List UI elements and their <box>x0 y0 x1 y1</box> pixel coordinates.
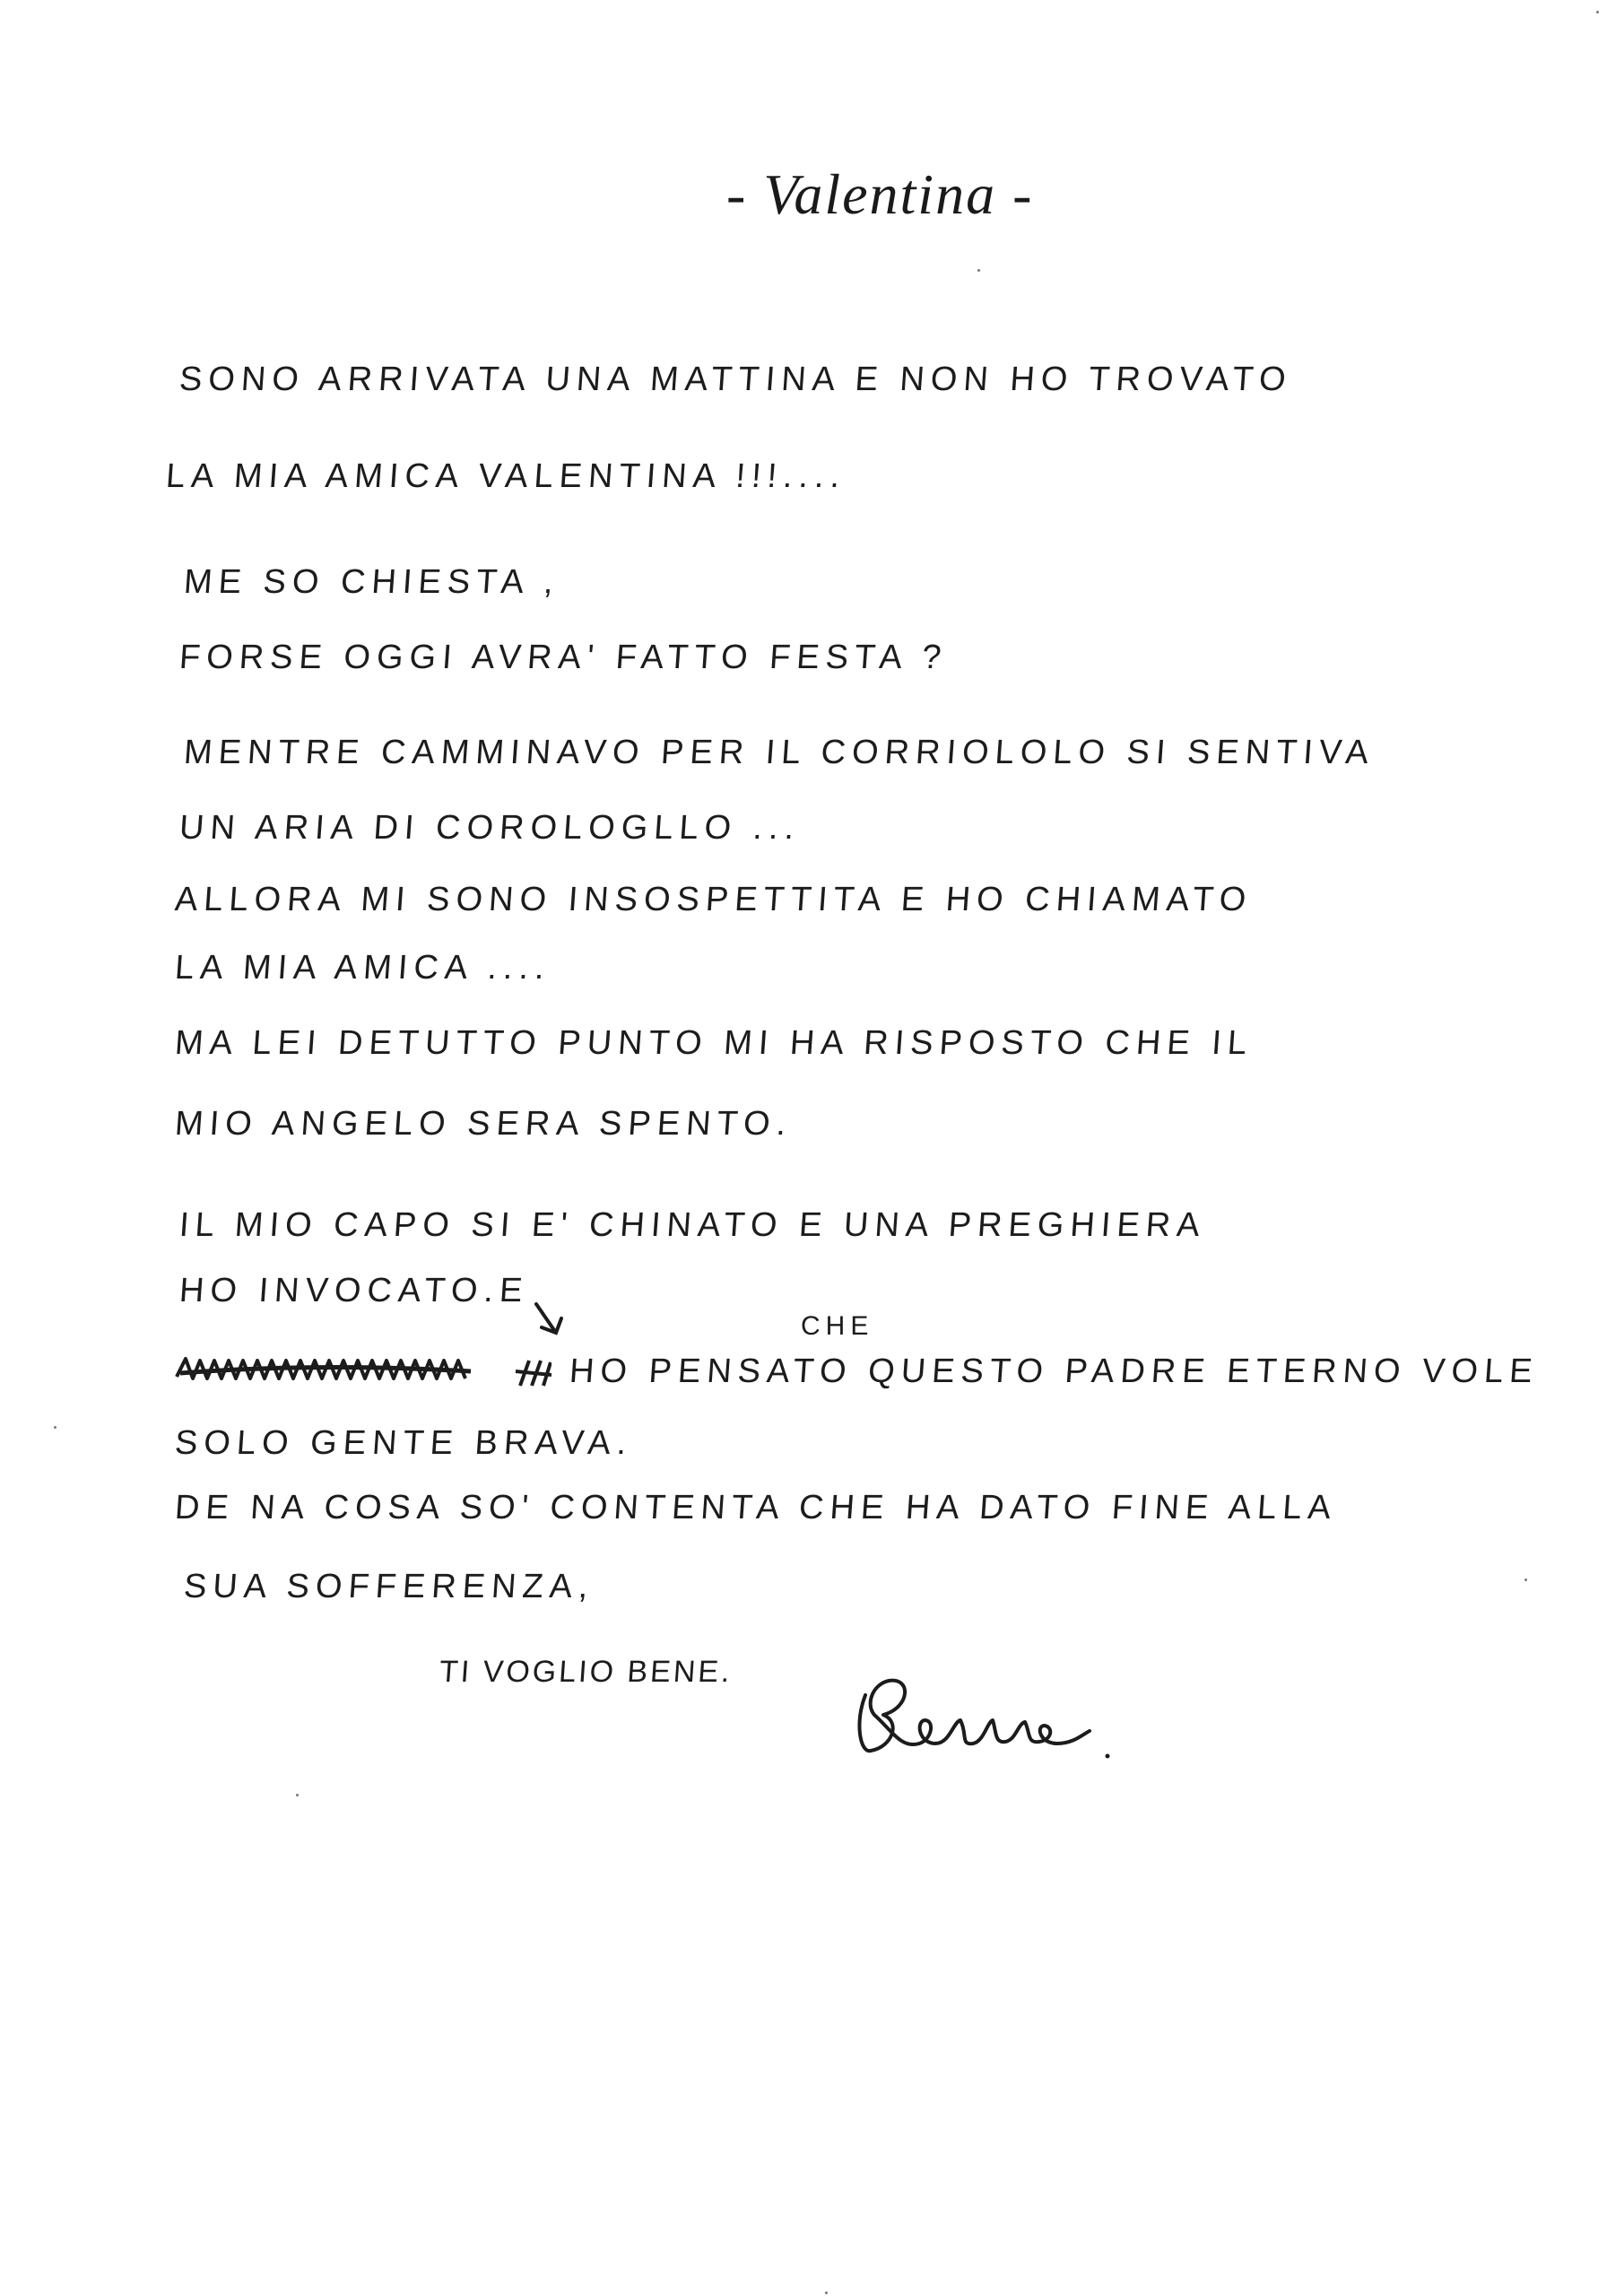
letter-line: LA MIA AMICA .... <box>173 949 552 987</box>
letter-line: IL MIO CAPO SI E' CHINATO E UNA PREGHIERA <box>178 1206 1208 1244</box>
letter-line: SUA SOFFERENZA, <box>182 1568 596 1605</box>
letter-line: UN ARIA DI COROLOGLLO ... <box>178 809 802 847</box>
letter-line: FORSE OGGI AVRA' FATTO FESTA ? <box>178 639 949 676</box>
scan-speck <box>1596 11 1599 13</box>
scan-speck <box>54 1426 56 1429</box>
letter-line: DE NA COSA SO' CONTENTA CHE HA DATO FINE ALLA <box>173 1489 1339 1526</box>
insertion-arrow <box>529 1300 574 1354</box>
letter-line: ME SO CHIESTA , <box>182 563 561 601</box>
letter-line: MA LEI DETUTTO PUNTO MI HA RISPOSTO CHE IL <box>173 1024 1255 1062</box>
letter-line: MIO ANGELO SERA SPENTO. <box>173 1105 794 1143</box>
letter-line: ALLORA MI SONO INSOSPETTITA E HO CHIAMATO <box>173 881 1254 918</box>
letter-line: MENTRE CAMMINAVO PER IL CORRIOLOLO SI SENTIVA <box>182 734 1376 771</box>
letter-line: SOLO GENTE BRAVA. <box>173 1424 634 1462</box>
scan-speck <box>296 1794 299 1796</box>
scan-speck <box>825 2292 828 2294</box>
scan-speck <box>1524 1578 1527 1581</box>
crossed-out-word <box>175 1350 551 1389</box>
scan-speck <box>977 269 980 272</box>
letter-line: LA MIA AMICA VALENTINA !!!.... <box>164 457 847 495</box>
inserted-word: CHE <box>801 1311 874 1341</box>
closing-line: TI VOGLIO BENE. <box>438 1655 734 1689</box>
letter-line: HO PENSATO QUESTO PADRE ETERNO VOLE <box>568 1352 1540 1390</box>
letter-line: SONO ARRIVATA UNA MATTINA E NON HO TROVATO <box>178 361 1294 398</box>
letter-title: - Valentina - <box>726 162 1034 226</box>
signature <box>838 1668 1125 1776</box>
letter-line: HO INVOCATO.E <box>178 1272 530 1309</box>
